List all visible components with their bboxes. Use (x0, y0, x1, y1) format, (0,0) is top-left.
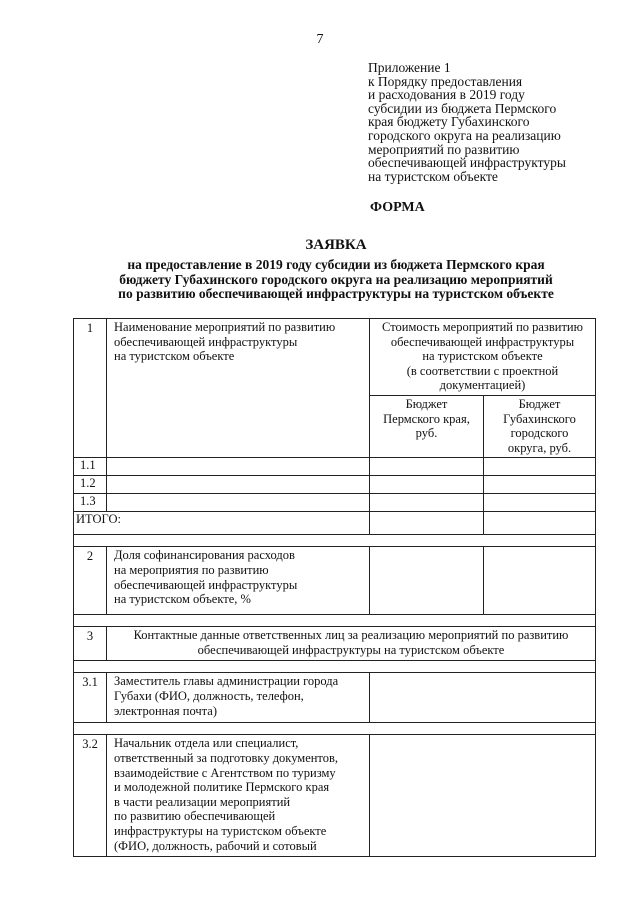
cell-line: ответственный за подготовку документов, (114, 750, 339, 765)
itogo-row (74, 512, 596, 535)
form-label: ФОРМА (370, 200, 425, 215)
cell-line: на туристском объекте (114, 349, 235, 364)
appendix-line: края бюджету Губахинского (368, 114, 530, 130)
cell-line: инфраструктуры на туристском объекте (114, 823, 327, 838)
subtitle-line: на предоставление в 2019 году субсидии из бюджета Пермского края (127, 257, 545, 272)
department-head-cell (107, 735, 370, 857)
cell-line: Заместитель главы администрации города (114, 674, 339, 689)
appendix-line: мероприятий по развитию (368, 141, 520, 157)
table-row (74, 494, 596, 512)
empty-cell[interactable] (484, 494, 596, 512)
cell-line: округа, руб. (507, 440, 572, 455)
spacer-cell (74, 723, 596, 735)
table-row (74, 458, 596, 476)
empty-cell[interactable] (370, 476, 484, 494)
empty-cell[interactable] (484, 512, 596, 535)
deputy-head-cell (107, 673, 370, 723)
cell-line: Пермского края, (383, 411, 470, 426)
cell-line: обеспечивающей инфраструктуры (114, 577, 298, 592)
events-cost-cell (370, 319, 596, 396)
subtitle-line: бюджету Губахинского городского округа на реализацию мероприятий (119, 271, 553, 287)
row-number: 3.1 (74, 673, 107, 723)
appendix-line: на туристском объекте (368, 168, 498, 184)
cell-line: Губахинского (503, 411, 576, 426)
empty-cell[interactable] (107, 458, 370, 476)
spacer-row (74, 661, 596, 673)
table-row-1-header (74, 319, 596, 396)
cell-line: (ФИО, должность, рабочий и сотовый (114, 838, 317, 853)
cell-line: Бюджет (518, 396, 561, 411)
empty-cell[interactable] (370, 512, 484, 535)
cell-line: на мероприятия по развитию (114, 562, 269, 577)
empty-cell[interactable] (484, 458, 596, 476)
events-name-cell (107, 319, 370, 458)
cell-line: Начальник отдела или специалист, (114, 736, 299, 751)
empty-cell[interactable] (370, 735, 596, 857)
cofinancing-share-cell (107, 547, 370, 615)
empty-cell[interactable] (107, 476, 370, 494)
appendix-line: субсидии из бюджета Пермского (368, 100, 557, 116)
empty-cell[interactable] (484, 476, 596, 494)
spacer-row (74, 615, 596, 627)
application-table (73, 318, 596, 857)
cell-line: по развитию обеспечивающей (114, 809, 276, 824)
row-number: 2 (74, 547, 107, 615)
spacer-row (74, 535, 596, 547)
table-row (74, 476, 596, 494)
page-number: 7 (316, 32, 324, 47)
subtitle-line: по развитию обеспечивающей инфраструктуры на туристском объекте (118, 286, 554, 301)
cell-line: электронная почта) (114, 703, 217, 718)
table-row-2 (74, 547, 596, 615)
row-number: 3.2 (74, 735, 107, 857)
row-number: 1.1 (74, 458, 107, 476)
table-row-3-1 (74, 673, 596, 723)
cell-line: Губахи (ФИО, должность, телефон, (114, 688, 304, 703)
cell-line: руб. (415, 426, 438, 441)
appendix-block (368, 61, 628, 183)
budget-gubakha-header (484, 395, 596, 457)
appendix-line: и расходования в 2019 году (368, 87, 525, 103)
cell-line: и молодежной политике Пермского края (114, 780, 330, 795)
empty-cell[interactable] (107, 494, 370, 512)
row-number: 3 (74, 627, 107, 661)
spacer-cell (74, 661, 596, 673)
appendix-line: городского округа на реализацию (368, 127, 561, 143)
cell-line: Доля софинансирования расходов (114, 548, 295, 563)
cell-line: городского (510, 426, 569, 441)
cell-line: Бюджет (405, 396, 448, 411)
appendix-line: к Порядку предоставления (368, 73, 523, 89)
document-title: ЗАЯВКА (305, 237, 367, 253)
spacer-cell (74, 615, 596, 627)
cell-line: взаимодействие с Агентством по туризму (114, 765, 336, 780)
cell-line: в части реализации мероприятий (114, 794, 291, 809)
appendix-line: Приложение 1 (368, 60, 451, 75)
cell-line: на туристском объекте, % (114, 592, 251, 607)
appendix-line: обеспечивающей инфраструктуры (368, 155, 566, 171)
cell-line: на туристском объекте (422, 349, 543, 364)
cell-line: обеспечивающей инфраструктуры на туристском объекте (197, 642, 505, 657)
cell-line: обеспечивающей инфраструктуры (114, 334, 298, 349)
cell-line: (в соответствии с проектной (406, 363, 559, 378)
empty-cell[interactable] (370, 547, 484, 615)
table-row-3-2 (74, 735, 596, 857)
cell-line: документацией) (439, 378, 526, 393)
row-number: 1 (74, 319, 107, 458)
contacts-header-cell (107, 627, 596, 661)
empty-cell[interactable] (370, 494, 484, 512)
cell-line: Стоимость мероприятий по развитию (382, 320, 583, 334)
budget-perm-header (370, 395, 484, 457)
itogo-label: ИТОГО: (74, 512, 370, 535)
empty-cell[interactable] (484, 547, 596, 615)
spacer-row (74, 723, 596, 735)
cell-line: Контактные данные ответственных лиц за реализацию мероприятий по развитию (133, 628, 569, 643)
empty-cell[interactable] (370, 458, 484, 476)
row-number: 1.3 (74, 494, 107, 512)
row-number: 1.2 (74, 476, 107, 494)
document-subtitle (0, 258, 640, 302)
spacer-cell (74, 535, 596, 547)
empty-cell[interactable] (370, 673, 596, 723)
table-row-3 (74, 627, 596, 661)
cell-line: обеспечивающей инфраструктуры (390, 334, 575, 349)
cell-line: Наименование мероприятий по развитию (114, 320, 336, 334)
